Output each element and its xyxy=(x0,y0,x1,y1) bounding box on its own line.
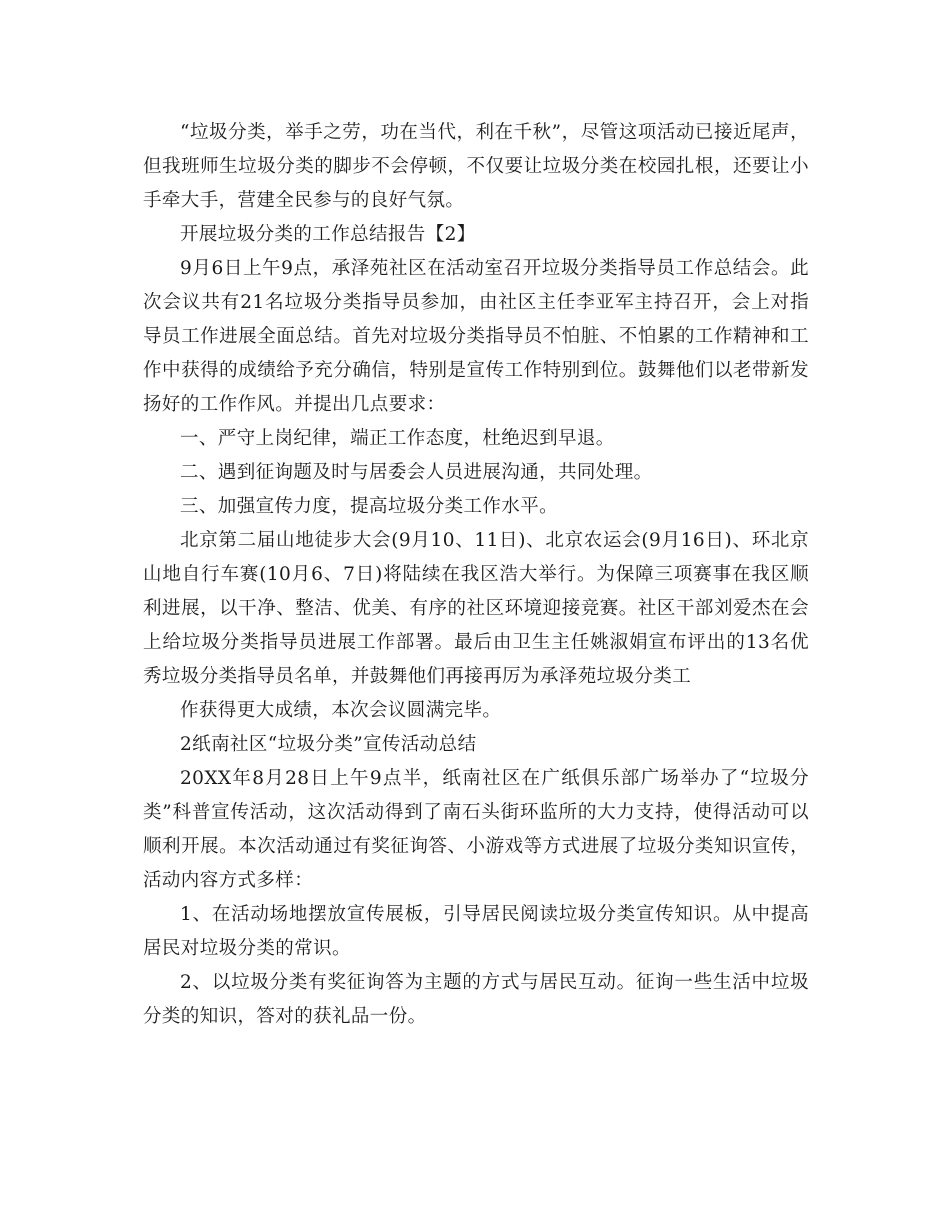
list-item-requirement-3: 三、加强宣传力度，提高垃圾分类工作水平。 xyxy=(180,496,559,517)
paragraph-meeting-end: 作获得更大成绩，本次会议圆满完毕。 xyxy=(180,700,502,721)
list-item-requirement-1: 一、严守上岗纪律，端正工作态度，杜绝迟到早退。 xyxy=(180,428,615,449)
section-heading-zhinan: 2纸南社区“垃圾分类”宣传活动总结 xyxy=(180,734,477,755)
list-item-activity-2: 2、以垃圾分类有奖征询答为主题的方式与居民互动。征询一些生活中垃圾分类的知识，答对的获礼品一份。 xyxy=(143,972,809,1027)
paragraph-meeting-summary: 9月6日上午9点，承泽苑社区在活动室召开垃圾分类指导员工作总结会。此次会议共有21名垃圾分类指导员参加，由社区主任李亚军主持召开，会上对指导员工作进展全面总结。首先对垃圾分类指导员不怕脏、不怕累的工作精神和工作中获得的成绩给予充分确信，特别是宣传工作特别到位。鼓舞他们以老带新发扬好的工作作风。并提出几点要求： xyxy=(143,258,809,415)
document-body xyxy=(143,116,809,1034)
paragraph-events: 北京第二届山地徒步大会(9月10、11日)、北京农运会(9月16日)、环北京山地自行车赛(10月6、7日)将陆续在我区浩大举行。为保障三项赛事在我区顺利进展，以干净、整洁、优美、有序的社区环境迎接竞赛。社区干部刘爱杰在会上给垃圾分类指导员进展工作部署。最后由卫生主任姚淑娟宣布评出的13名优秀垃圾分类指导员名单，并鼓舞他们再接再厉为承泽苑垃圾分类工 xyxy=(143,530,809,687)
list-item-requirement-2: 二、遇到征询题及时与居委会人员进展沟通，共同处理。 xyxy=(180,462,653,483)
list-item-activity-1: 1、在活动场地摆放宣传展板，引导居民阅读垃圾分类宣传知识。从中提高居民对垃圾分类的常识。 xyxy=(143,904,809,959)
section-heading-report-2: 开展垃圾分类的工作总结报告【2】 xyxy=(180,224,476,245)
paragraph-closing-summary: “垃圾分类，举手之劳，功在当代，利在千秋”，尽管这项活动已接近尾声，但我班师生垃圾分类的脚步不会停顿，不仅要让垃圾分类在校园扎根，还要让小手牵大手，营建全民参与的良好气氛。 xyxy=(143,122,809,211)
paragraph-zhinan-activity: 20XX年8月28日上午9点半，纸南社区在广纸俱乐部广场举办了“垃圾分类”科普宣传活动，这次活动得到了南石头街环监所的大力支持，使得活动可以顺利开展。本次活动通过有奖征询答、小游戏等方式进展了垃圾分类知识宣传，活动内容方式多样： xyxy=(143,768,809,891)
